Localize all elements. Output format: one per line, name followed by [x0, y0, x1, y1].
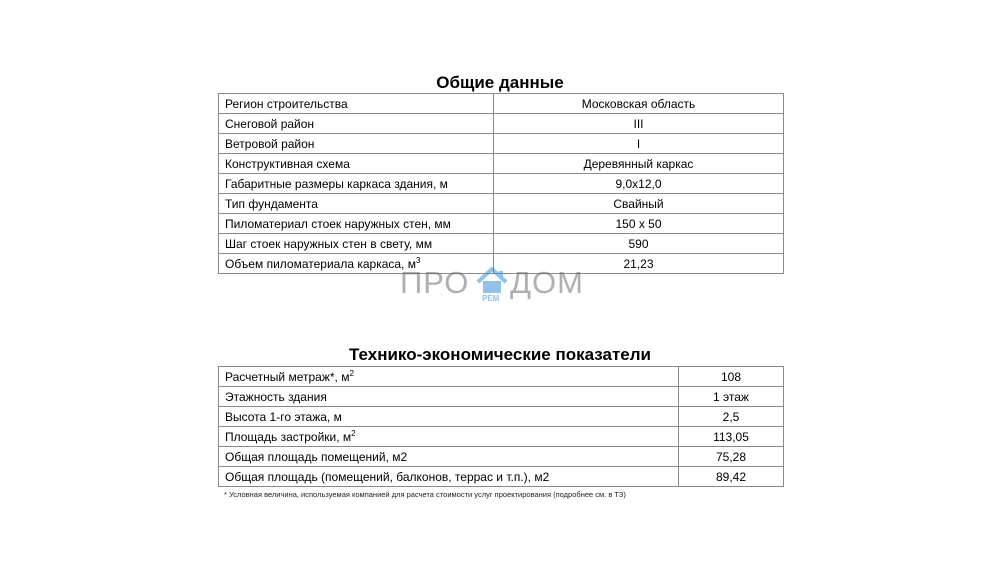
row-value: Свайный [494, 194, 784, 214]
row-value: 75,28 [679, 447, 784, 467]
row-label [219, 367, 679, 387]
table-row [219, 447, 784, 467]
table-row [219, 134, 784, 154]
logo-text-small: РЕМ [482, 294, 500, 303]
row-value: 9,0х12,0 [494, 174, 784, 194]
table-row [219, 114, 784, 134]
tech-indicators-title: Технико-экономические показатели [348, 345, 651, 364]
row-value: 108 [679, 367, 784, 387]
row-label: Пиломатериал стоек наружных стен, мм [219, 214, 494, 234]
row-label: Шаг стоек наружных стен в свету, мм [219, 234, 494, 254]
table-row [219, 367, 784, 387]
row-label: Высота 1-го этажа, м [219, 407, 679, 427]
table-row [219, 467, 784, 487]
unit-superscript: 3 [415, 255, 421, 265]
table-row [219, 154, 784, 174]
table-row [219, 387, 784, 407]
table-row [219, 427, 784, 447]
row-value: 89,42 [679, 467, 784, 487]
tech-indicators-table [218, 366, 784, 487]
row-label-text: Расчетный метраж*, м [225, 369, 350, 384]
row-label-text: Площадь застройки, м [225, 429, 352, 444]
row-value: III [494, 114, 784, 134]
row-label: Регион строительства [219, 94, 494, 114]
row-label: Тип фундамента [219, 194, 494, 214]
general-data-table [218, 93, 784, 274]
row-value: 590 [494, 234, 784, 254]
table-row [219, 214, 784, 234]
row-label: Общая площадь (помещений, балконов, террас и т.п.), м2 [219, 467, 679, 487]
table-row [219, 234, 784, 254]
general-data-title: Общие данные [436, 73, 564, 92]
row-label [219, 427, 679, 447]
row-value: 113,05 [679, 427, 784, 447]
row-label: Этажность здания [219, 387, 679, 407]
row-value: Деревянный каркас [494, 154, 784, 174]
row-value: 1 этаж [679, 387, 784, 407]
row-value: Московская область [494, 94, 784, 114]
table-row [219, 194, 784, 214]
table-row [219, 174, 784, 194]
row-value: 150 х 50 [494, 214, 784, 234]
row-label: Ветровой район [219, 134, 494, 154]
row-label: Общая площадь помещений, м2 [219, 447, 679, 467]
row-label: Снеговой район [219, 114, 494, 134]
watermark-logo [398, 262, 608, 306]
unit-superscript: 2 [349, 368, 354, 378]
table-row [219, 94, 784, 114]
logo-text-right: ДОМ [510, 265, 584, 300]
row-value: 21,23 [494, 254, 784, 274]
row-label: Габаритные размеры каркаса здания, м [219, 174, 494, 194]
row-label-text: Объем пиломатериала каркаса, м [225, 256, 416, 271]
row-value: I [494, 134, 784, 154]
row-label: Конструктивная схема [219, 154, 494, 174]
row-value: 2,5 [679, 407, 784, 427]
footnote: * Условная величина, используемая компанией для расчета стоимости услуг проектирования (подробнее см. в ТЗ) [224, 490, 626, 499]
unit-superscript: 2 [351, 428, 356, 438]
logo-text-left: ПРО [400, 265, 470, 300]
table-row [219, 407, 784, 427]
